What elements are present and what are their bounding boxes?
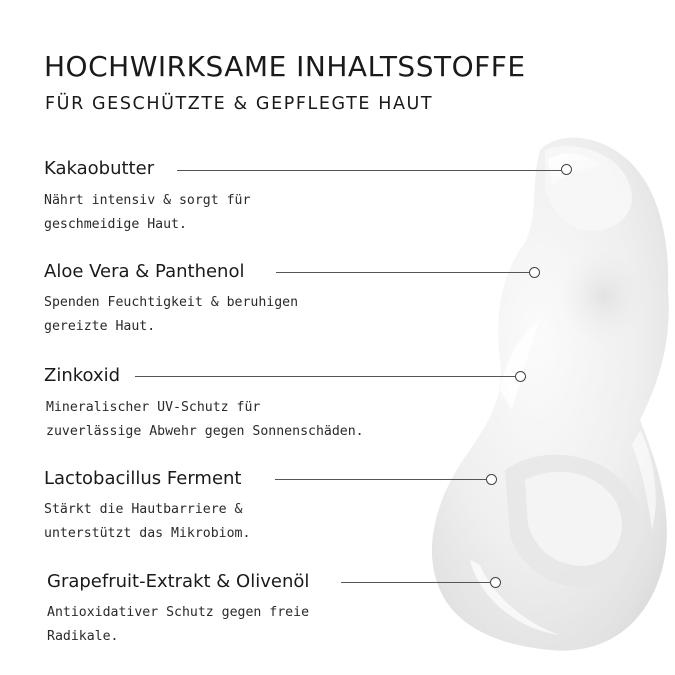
ingredient-description: Mineralischer UV-Schutz für zuverlässige Abwehr gegen Sonnenschäden. bbox=[46, 400, 364, 439]
ingredient-description: Nährt intensiv & sorgt für geschmeidige Haut. bbox=[44, 193, 251, 232]
ingredient-description: Spenden Feuchtigkeit & beruhigen gereizte Haut. bbox=[44, 295, 299, 334]
marker-dot-icon bbox=[490, 577, 501, 588]
ingredient-name-kakaobutter: Kakaobutter bbox=[44, 158, 155, 179]
ingredient-name-zinkoxid: Zinkoxid bbox=[44, 365, 121, 386]
ingredient-name-grapefruit-extrakt-olivenoel: Grapefruit-Extrakt & Olivenöl bbox=[47, 571, 310, 592]
leader-line bbox=[276, 272, 529, 273]
leader-line bbox=[341, 582, 490, 583]
marker-dot-icon bbox=[561, 164, 572, 175]
leader-line bbox=[275, 479, 486, 480]
page-title: HOCHWIRKSAME INHALTSSTOFFE bbox=[44, 50, 526, 83]
leader-line bbox=[177, 170, 561, 171]
leader-line bbox=[135, 376, 515, 377]
ingredient-name-lactobacillus-ferment: Lactobacillus Ferment bbox=[44, 468, 242, 489]
marker-dot-icon bbox=[529, 267, 540, 278]
ingredient-name-aloe-vera-panthenol: Aloe Vera & Panthenol bbox=[44, 261, 245, 282]
ingredient-description: Antioxidativer Schutz gegen freie Radikale. bbox=[47, 605, 310, 644]
ingredient-description: Stärkt die Hautbarriere & unterstützt das Mikrobiom. bbox=[44, 502, 251, 541]
page-subtitle: FÜR GESCHÜTZTE & GEPFLEGTE HAUT bbox=[45, 94, 434, 114]
marker-dot-icon bbox=[515, 371, 526, 382]
marker-dot-icon bbox=[486, 474, 497, 485]
